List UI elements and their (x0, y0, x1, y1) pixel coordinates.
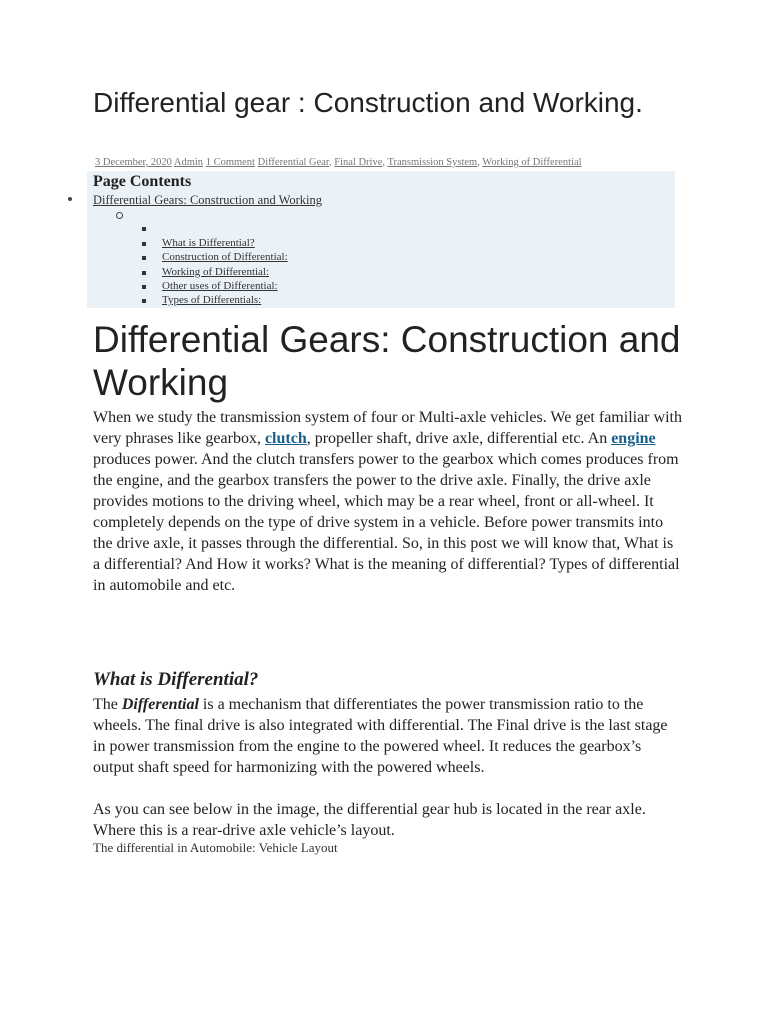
definition-paragraph: The Differential is a mechanism that differentiates the power transmission ratio to the wheels. The final drive is also integrated with differential. The Final drive is the last stage in power transmission from the engine to the powered wheel. It reduces the gearbox’s output shaft speed for harmonizing with the powered wheels. (93, 696, 668, 776)
article-title: Differential gear : Construction and Working. (93, 87, 643, 118)
square-bullet-icon (142, 227, 146, 231)
square-bullet-icon (142, 299, 146, 303)
bullet-icon (68, 197, 72, 201)
square-bullet-icon (142, 271, 146, 275)
square-bullet-icon (142, 242, 146, 246)
author-link[interactable]: Admin (173, 157, 204, 168)
circle-bullet-icon (116, 212, 123, 219)
tag-link[interactable]: Differential Gear (257, 157, 329, 168)
square-bullet-icon (142, 256, 146, 260)
engine-link[interactable]: engine (611, 430, 656, 447)
toc-heading: Page Contents (93, 173, 192, 190)
differential-term: Differential (121, 696, 199, 713)
post-date-link[interactable]: 3 December, 2020 (95, 157, 172, 168)
table-of-contents (87, 171, 675, 308)
square-bullet-icon (142, 285, 146, 289)
toc-item-working[interactable]: Working of Differential: (162, 266, 270, 278)
article-meta: 3 December, 2020 Admin 1 Comment Differential Gear, Final Drive, Transmission System, Working of Differential (95, 157, 582, 168)
comments-link[interactable]: 1 Comment (205, 157, 255, 168)
clutch-link[interactable]: clutch (264, 430, 307, 447)
toc-item-main[interactable]: Differential Gears: Construction and Working (93, 193, 323, 207)
tag-link[interactable]: Final Drive (334, 157, 383, 168)
toc-item-construction[interactable]: Construction of Differential: (162, 251, 288, 263)
toc-item-types[interactable]: Types of Differentials: (162, 294, 262, 306)
toc-item-other-uses[interactable]: Other uses of Differential: (162, 280, 278, 292)
section-heading: Differential Gears: Construction and Working (93, 319, 681, 403)
what-is-differential-heading: What is Differential? (93, 669, 259, 690)
tag-link[interactable]: Transmission System (387, 157, 478, 168)
toc-item-what-is[interactable]: What is Differential? (162, 237, 255, 249)
intro-paragraph: When we study the transmission system of four or Multi-axle vehicles. We get familiar with very phrases like gearbox, clutch, propeller shaft, drive axle, differential etc. An engine produces power. And the clutch transfers power to the gearbox which comes produces from the engine, and the gearbox transfers the power to the drive axle. Finally, the drive axle provides motions to the driving wheel, which may be a rear wheel, front or all-wheel. It completely depends on the type of drive system in a vehicle. Before power transmits into the drive axle, it passes through the differential. So, in this post we will know that, What is a differential? And How it works? What is the meaning of differential? Types of differential in automobile and etc. (93, 409, 682, 594)
layout-paragraph: As you can see below in the image, the differential gear hub is located in the rear axle. Where this is a rear-drive axle vehicle’s layout. (93, 801, 646, 839)
tag-link[interactable]: Working of Differential (482, 157, 582, 168)
image-caption: The differential in Automobile: Vehicle Layout (93, 840, 338, 855)
